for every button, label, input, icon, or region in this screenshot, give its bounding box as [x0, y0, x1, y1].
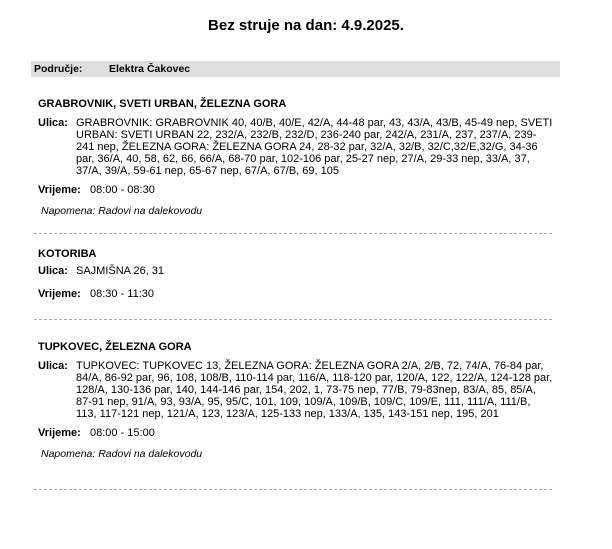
time-label: Vrijeme:: [38, 184, 81, 196]
street-label: Ulica:: [38, 117, 68, 129]
note-value: Radovi na dalekovodu: [98, 448, 203, 460]
street-list: TUPKOVEC: TUPKOVEC 13, ŽELEZNA GORA: ŽELEZNA GORA 2/A, 2/B, 72, 74/A, 76-84 par, 84/A, 86-92 par, 96, 108, 108/B, 110-114 par, 116/A, 118-120 par, 120/A, 122, 122/A, 124-128 par, 128/A, 130-136 par, 140, 144-146 par, 154, 202, 1, 73-75 nep, 77/B, 79-83nep, 83/A, 85, 85/A, 87-91 nep, 91/A, 93, 93/A, 95, 95/C, 101, 109, 109/A, 109/B, 109/C, 109/E, 111, 111/A, 111/B, 113, 117-121 nep, 121/A, 123, 123/A, 125-133 nep, 133/A, 135, 143-151 nep, 195, 201: [76, 360, 553, 420]
street-row: [38, 265, 553, 277]
time-row: [38, 184, 553, 196]
area-bar: [31, 61, 560, 77]
street-row: [38, 117, 553, 177]
note-value: Radovi na dalekovodu: [98, 205, 203, 217]
time-row: [38, 427, 553, 439]
section-title: TUPKOVEC, ŽELEZNA GORA: [38, 341, 192, 353]
time-label: Vrijeme:: [38, 427, 81, 439]
outage-section-3: [38, 341, 553, 460]
outage-section-1: [38, 98, 553, 217]
time-label: Vrijeme:: [38, 288, 81, 300]
outage-section-2: [38, 248, 553, 300]
note-label: Napomena:: [41, 205, 96, 217]
note-row: [38, 205, 553, 217]
street-list: GRABROVNIK: GRABROVNIK 40, 40/B, 40/E, 42/A, 44-48 par, 43, 43/A, 43/B, 45-49 nep, SVETI URBAN: SVETI URBAN 22, 232/A, 232/B, 232/D, 236-240 par, 242/A, 231/A, 237, 237/A, 239-241 nep, ŽELEZNA GORA: ŽELEZNA GORA 24, 28-32 par, 32/A, 32/B, 32/C,32/E,32/G, 34-36 par, 36/A, 40, 58, 62, 66, 66/A, 68-70 par, 102-106 par, 25-27 nep, 27/A, 29-33 nep, 33/A, 37, 37/A, 39/A, 59-61 nep, 65-67 nep, 67/A, 67/B, 69, 105: [76, 117, 553, 177]
time-value: 08:00 - 08:30: [89, 184, 155, 196]
page-title: Bez struje na dan: 4.9.2025.: [208, 17, 404, 34]
street-label: Ulica:: [38, 265, 68, 277]
section-title: GRABROVNIK, SVETI URBAN, ŽELEZNA GORA: [38, 98, 287, 110]
street-row: [38, 360, 553, 420]
street-list: SAJMIŠNA 26, 31: [76, 265, 165, 277]
note-row: [38, 448, 553, 460]
divider: [34, 233, 552, 234]
section-title: KOTORIBA: [38, 248, 97, 260]
time-value: 08:30 - 11:30: [89, 288, 154, 300]
time-row: [38, 288, 553, 300]
area-value: Elektra Čakovec: [109, 63, 191, 75]
time-value: 08:00 - 15:00: [89, 427, 155, 439]
divider: [34, 489, 552, 490]
area-label: Područje:: [34, 63, 83, 75]
street-label: Ulica:: [38, 360, 68, 372]
divider: [34, 319, 552, 320]
note-label: Napomena:: [41, 448, 96, 460]
